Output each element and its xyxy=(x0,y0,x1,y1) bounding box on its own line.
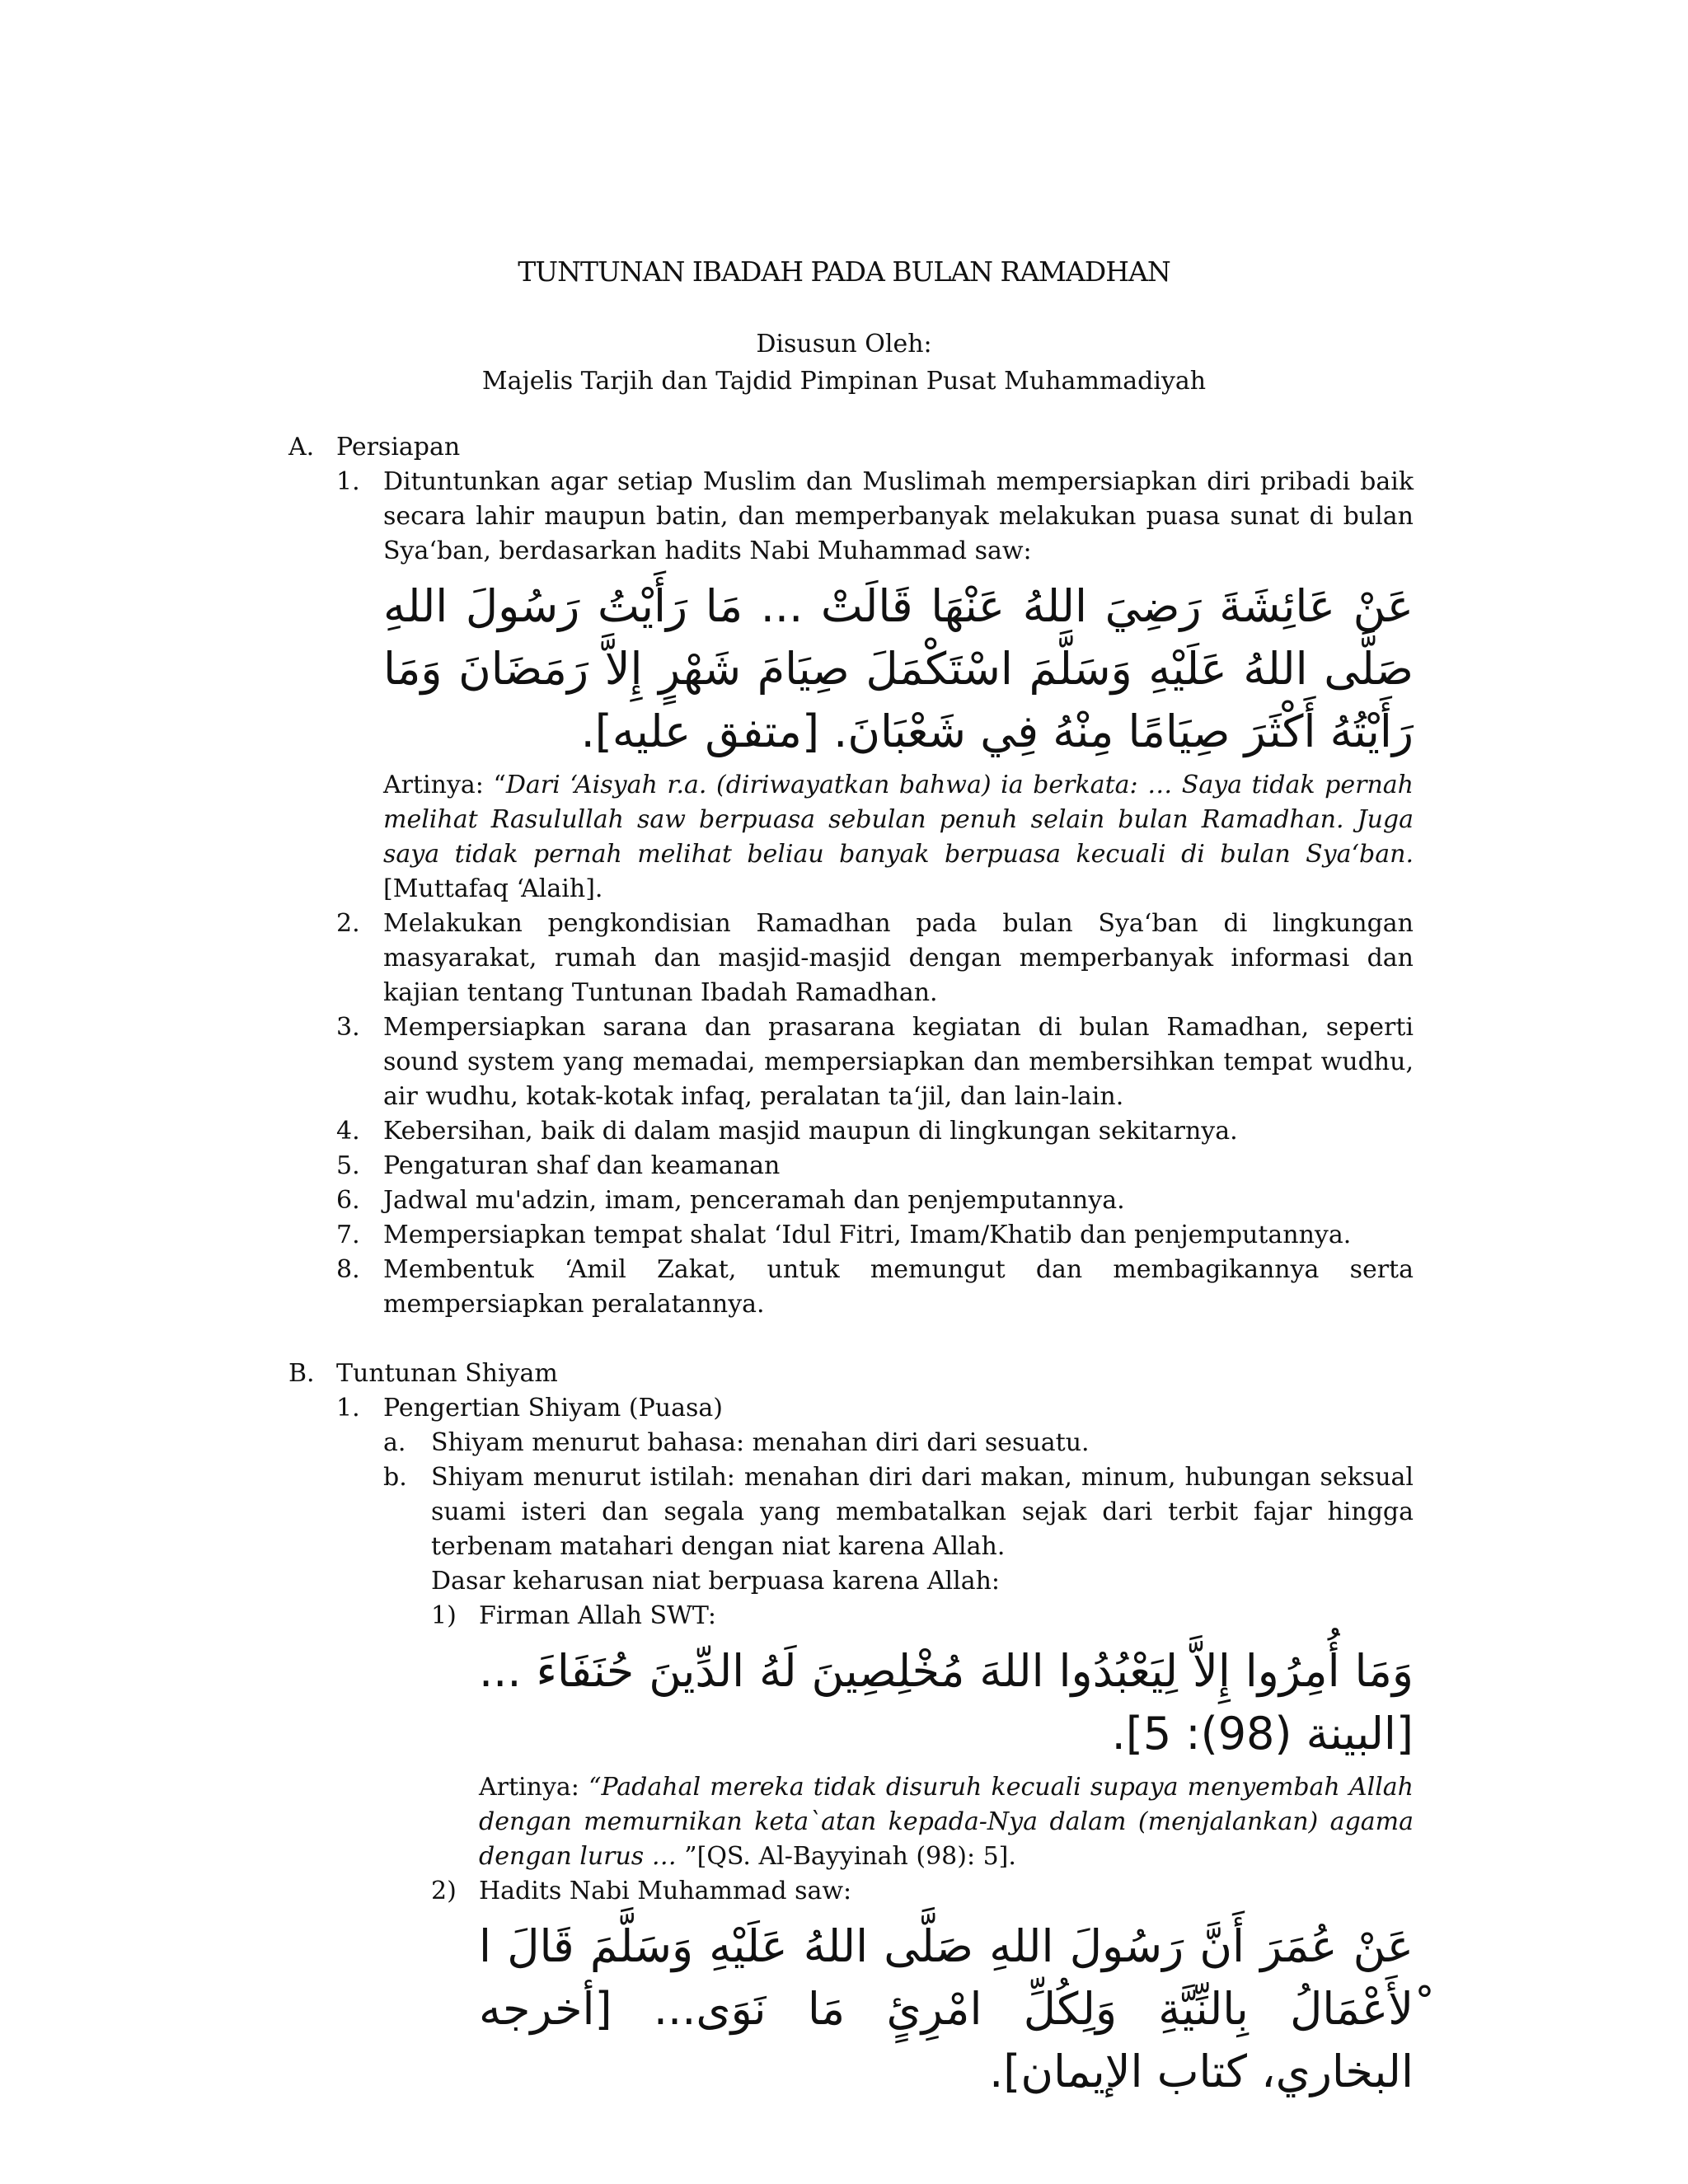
arabic-verse: وَمَا أُمِرُوا إِلاَّ لِيَعْبُدُوا اللهَ مُخْلِصِينَ لَهُ الدِّينَ حُنَفَاءَ ... [البينة (98): 5]. xyxy=(479,1645,1414,1760)
list-item xyxy=(336,1114,1414,1149)
section-b xyxy=(288,1357,1414,2108)
list-item xyxy=(336,1149,1414,1183)
translation-text: “Padahal mereka tidak disuruh kecuali supaya menyembah Allah dengan memurnikan keta`atan kepada-Nya dalam (menjalankan) agama dengan lurus … xyxy=(479,1773,1414,1871)
item-text: Mempersiapkan tempat shalat ‘Idul Fitri, Imam/Khatib dan penjemputannya. xyxy=(383,1221,1352,1249)
compiled-by-label: Disusun Oleh: xyxy=(756,330,932,359)
list-item xyxy=(336,1183,1414,1218)
document-body xyxy=(288,430,1414,2108)
list-item xyxy=(336,1010,1414,1114)
sub-item-text: Shiyam menurut istilah: menahan diri dari makan, minum, hubungan seksual suami isteri dan segala yang membatalkan sejak dari terbit fajar hingga terbenam matahari dengan niat karena Allah. xyxy=(431,1463,1414,1561)
item-text: Mempersiapkan sarana dan prasarana kegiatan di bulan Ramadhan, seperti sound system yang memadai, mempersiapkan dan membersihkan tempat wudhu, air wudhu, kotak-kotak infaq, peralatan ta‘jil, dan lain-lain. xyxy=(383,1013,1414,1111)
compiled-by: Majelis Tarjih dan Tajdid Pimpinan Pusat Muhammadiyah xyxy=(481,367,1207,396)
translation-text: Dari ‘Aisyah r.a. (diriwayatkan bahwa) ia berkata: … Saya tidak pernah melihat Rasulullah saw berpuasa sebulan penuh selain bulan Ramadhan. Juga saya tidak pernah melihat beliau banyak berpuasa kecuali di bulan Sya‘ban. xyxy=(383,771,1414,869)
item-number: 2. xyxy=(336,909,360,938)
point-mark: 1) xyxy=(431,1601,457,1630)
item-number: 1. xyxy=(336,1394,360,1422)
byline xyxy=(0,326,1688,400)
section-letter: B. xyxy=(288,1359,315,1388)
document-title: TUNTUNAN IBADAH PADA BULAN RAMADHAN xyxy=(518,255,1170,288)
item-text: Melakukan pengkondisian Ramadhan pada bulan Sya‘ban di lingkungan masyarakat, rumah dan masjid-masjid dengan memperbanyak informasi dan kajian tentang Tuntunan Ibadah Ramadhan. xyxy=(383,909,1414,1007)
section-a xyxy=(288,430,1414,1322)
arabic-hadith: عَنْ عُمَرَ أَنَّ رَسُولَ اللهِ صَلَّى اللهُ عَلَيْهِ وَسَلَّمَ قَالَ ا ْلأَعْمَالُ بِالنِّيَّةِ وَلِكُلِّ امْرِئٍ مَا نَوَى... [أخرجه البخاري، كتاب الإيمان]. xyxy=(479,1920,1414,2097)
item-text: Pengertian Shiyam (Puasa) xyxy=(383,1394,723,1422)
item-number: 8. xyxy=(336,1255,360,1284)
point-mark: 2) xyxy=(431,1877,457,1905)
list-item xyxy=(336,465,1414,907)
translation-source: ”[QS. Al-Bayyinah (98): 5]. xyxy=(676,1842,1016,1871)
point xyxy=(431,1874,1414,2108)
translation xyxy=(479,1770,1414,1874)
sub-item-mark: a. xyxy=(383,1428,406,1457)
item-number: 4. xyxy=(336,1117,360,1146)
item-number: 3. xyxy=(336,1013,360,1042)
sub-item xyxy=(383,1426,1414,1460)
arabic-hadith: عَنْ عَائِشَةَ رَضِيَ اللهُ عَنْهَا قَالَتْ ... مَا رَأَيْتُ رَسُولَ اللهِ صَلَّى اللهُ عَلَيْهِ وَسَلَّمَ اسْتَكْمَلَ صِيَامَ شَهْرٍ إِلاَّ رَمَضَانَ وَمَا رَأَيْتُهُ أَكْثَرَ صِيَامًا مِنْهُ فِي شَعْبَانَ. [متفق عليه]. xyxy=(383,580,1414,757)
point xyxy=(431,1599,1414,1874)
translation xyxy=(383,768,1414,907)
section-heading: Tuntunan Shiyam xyxy=(336,1359,558,1388)
basis-text: Dasar keharusan niat berpuasa karena Allah: xyxy=(431,1567,1001,1596)
item-text: Kebersihan, baik di dalam masjid maupun di lingkungan sekitarnya. xyxy=(383,1117,1238,1146)
translation-source: [Muttafaq ‘Alaih]. xyxy=(383,874,603,903)
item-text: Membentuk ‘Amil Zakat, untuk memungut dan membagikannya serta mempersiapkan peralatannya. xyxy=(383,1255,1414,1319)
list-item xyxy=(336,1391,1414,2108)
section-letter: A. xyxy=(288,433,315,462)
list-item xyxy=(336,907,1414,1010)
item-number: 1. xyxy=(336,467,360,496)
point-text: Hadits Nabi Muhammad saw: xyxy=(479,1877,852,1905)
item-number: 5. xyxy=(336,1151,360,1180)
section-heading: Persiapan xyxy=(336,433,461,462)
list-item xyxy=(336,1218,1414,1253)
sub-item-text: Shiyam menurut bahasa: menahan diri dari sesuatu. xyxy=(431,1428,1090,1457)
sub-item xyxy=(383,1460,1414,2108)
item-text: Pengaturan shaf dan keamanan xyxy=(383,1151,781,1180)
point-text: Firman Allah SWT: xyxy=(479,1601,716,1630)
item-number: 7. xyxy=(336,1221,360,1249)
item-text: Jadwal mu'adzin, imam, penceramah dan penjemputannya. xyxy=(383,1186,1125,1215)
list-item xyxy=(336,1253,1414,1322)
translation-label: Artinya: xyxy=(479,1773,589,1802)
item-text: Dituntunkan agar setiap Muslim dan Muslimah mempersiapkan diri pribadi baik secara lahir maupun batin, dan memperbanyak melakukan puasa sunat di bulan Sya‘ban, berdasarkan hadits Nabi Muhammad saw: xyxy=(383,467,1414,565)
translation-label: Artinya: “ xyxy=(383,771,506,799)
sub-item-mark: b. xyxy=(383,1463,407,1492)
item-number: 6. xyxy=(336,1186,360,1215)
